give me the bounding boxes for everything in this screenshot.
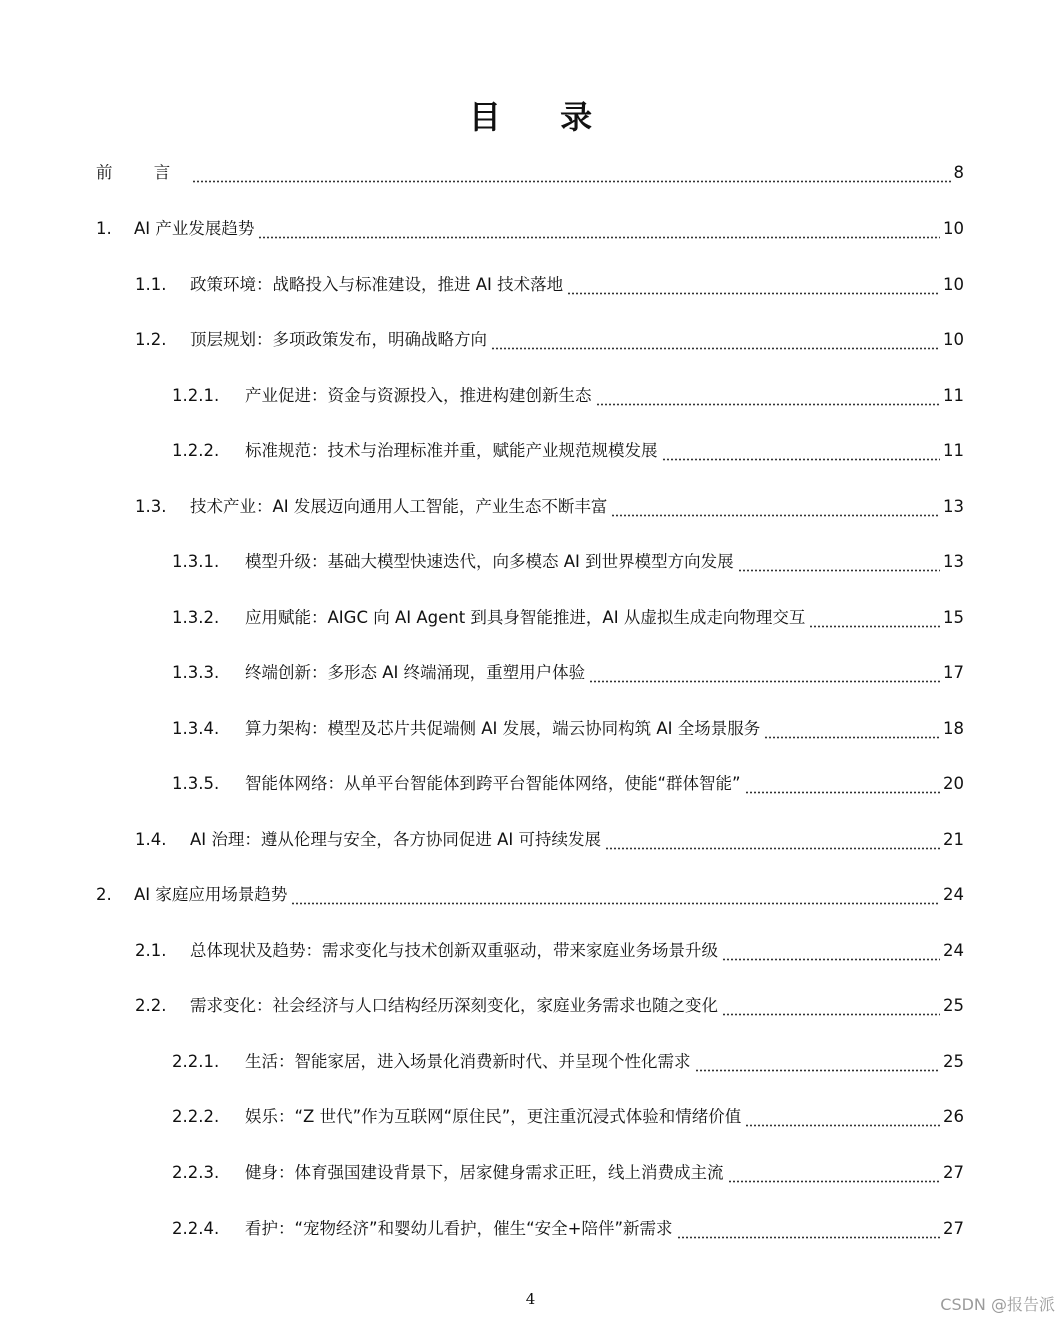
page-number: 4 xyxy=(525,1290,536,1308)
dot-leader xyxy=(192,171,950,183)
dot-leader xyxy=(738,560,940,572)
dot-leader xyxy=(728,1171,941,1183)
toc-entry-number: 1.3.5. xyxy=(172,774,220,793)
toc-entry-label: AI 产业发展趋势 xyxy=(134,219,255,238)
toc-entry-label: 健身：体育强国建设背景下，居家健身需求正旺，线上消费成主流 xyxy=(245,1163,724,1182)
toc-entry-number: 2.1. xyxy=(135,941,167,960)
toc-entry-label: 前 言 xyxy=(96,163,189,182)
toc-entry-number: 1.2.2. xyxy=(172,441,220,460)
toc-entry-2-2-4[interactable] xyxy=(172,1217,964,1241)
toc-entry-number: 1. xyxy=(96,219,112,238)
toc-entry-page: 10 xyxy=(943,330,964,349)
toc-entry-1-3-4[interactable] xyxy=(172,717,964,741)
toc-entry-page: 11 xyxy=(943,386,964,405)
toc-entry-1-2-2[interactable] xyxy=(172,439,964,463)
toc-entry-label: 总体现状及趋势：需求变化与技术创新双重驱动，带来家庭业务场景升级 xyxy=(190,941,718,960)
toc-entry-label: 终端创新：多形态 AI 终端涌现，重塑用户体验 xyxy=(245,663,586,682)
toc-entry-page: 26 xyxy=(943,1107,964,1126)
toc-entry-number: 1.3.3. xyxy=(172,663,220,682)
toc-entry-number: 2.2.4. xyxy=(172,1219,220,1238)
toc-entry-page: 21 xyxy=(943,830,964,849)
toc-entry-label: 娱乐：“Z 世代”作为互联网“原住民”，更注重沉浸式体验和情绪价值 xyxy=(245,1107,742,1126)
toc-entry-2-1[interactable] xyxy=(135,939,964,963)
toc-entry-label: AI 家庭应用场景趋势 xyxy=(134,885,288,904)
toc-entry-page: 13 xyxy=(943,552,964,571)
toc-entry-number: 2.2.1. xyxy=(172,1052,220,1071)
toc-entry-page: 24 xyxy=(943,885,964,904)
toc-entry-number: 2.2.3. xyxy=(172,1163,220,1182)
dot-leader xyxy=(695,1060,941,1072)
dot-leader xyxy=(677,1227,940,1239)
toc-entry-page: 27 xyxy=(943,1163,964,1182)
toc-entry-2-2-3[interactable] xyxy=(172,1161,964,1185)
toc-entry-number: 2.2.2. xyxy=(172,1107,220,1126)
toc-entry-page: 10 xyxy=(943,275,964,294)
dot-leader xyxy=(611,505,940,517)
toc-entry-page: 24 xyxy=(943,941,964,960)
dot-leader xyxy=(567,283,940,295)
toc-entry-page: 15 xyxy=(943,608,964,627)
toc-entry-number: 1.1. xyxy=(135,275,167,294)
toc-entry-1-3[interactable] xyxy=(135,495,964,519)
dot-leader xyxy=(291,893,940,905)
toc-entry-number: 1.2. xyxy=(135,330,167,349)
toc-entry-2-2[interactable] xyxy=(135,994,964,1018)
toc-entry-page: 18 xyxy=(943,719,964,738)
toc-entry-label: AI 治理：遵从伦理与安全，各方协同促进 AI 可持续发展 xyxy=(190,830,602,849)
toc-entry-2-2-1[interactable] xyxy=(172,1050,964,1074)
toc-entry-page: 13 xyxy=(943,497,964,516)
toc-entry-label: 生活：智能家居，进入场景化消费新时代、并呈现个性化需求 xyxy=(245,1052,691,1071)
dot-leader xyxy=(745,782,940,794)
toc-entry-number: 1.3.1. xyxy=(172,552,220,571)
toc-entry-1-2-1[interactable] xyxy=(172,384,964,408)
toc-entry-label: 产业促进：资金与资源投入，推进构建创新生态 xyxy=(245,386,592,405)
toc-entry-label: 智能体网络：从单平台智能体到跨平台智能体网络，使能“群体智能” xyxy=(245,774,741,793)
toc-entry-page: 25 xyxy=(943,996,964,1015)
toc-entry-number: 1.3.2. xyxy=(172,608,220,627)
toc-entry-1-4[interactable] xyxy=(135,828,964,852)
dot-leader xyxy=(258,227,940,239)
toc-entry-label: 看护：“宠物经济”和婴幼儿看护，催生“安全+陪伴”新需求 xyxy=(245,1219,673,1238)
toc-entry-label: 技术产业：AI 发展迈向通用人工智能，产业生态不断丰富 xyxy=(190,497,608,516)
toc-entry-label: 需求变化：社会经济与人口结构经历深刻变化，家庭业务需求也随之变化 xyxy=(190,996,718,1015)
toc-entry-label: 顶层规划：多项政策发布，明确战略方向 xyxy=(190,330,487,349)
dot-leader xyxy=(491,338,940,350)
toc-entry-1-3-2[interactable] xyxy=(172,606,964,630)
dot-leader xyxy=(589,671,940,683)
dot-leader xyxy=(662,449,941,461)
toc-entry-number: 2. xyxy=(96,885,112,904)
toc-entry-1[interactable] xyxy=(96,217,964,241)
toc-entry-page: 27 xyxy=(943,1219,964,1238)
toc-entry-page: 8 xyxy=(953,163,964,182)
toc-entry-label: 政策环境：战略投入与标准建设，推进 AI 技术落地 xyxy=(190,275,564,294)
toc-entry-1-2[interactable] xyxy=(135,328,964,352)
watermark: CSDN @报告派 xyxy=(940,1295,1055,1314)
toc-entry-number: 1.3.4. xyxy=(172,719,220,738)
dot-leader xyxy=(722,1004,940,1016)
dot-leader xyxy=(596,394,941,406)
toc-entry-label: 算力架构：模型及芯片共促端侧 AI 发展，端云协同构筑 AI 全场景服务 xyxy=(245,719,761,738)
dot-leader xyxy=(722,949,940,961)
toc-entry-number: 2.2. xyxy=(135,996,167,1015)
toc-entry-preface[interactable] xyxy=(96,161,964,185)
toc-entry-1-3-1[interactable] xyxy=(172,550,964,574)
toc-entry-number: 1.4. xyxy=(135,830,167,849)
toc-entry-number: 1.2.1. xyxy=(172,386,220,405)
toc-entry-2-2-2[interactable] xyxy=(172,1105,964,1129)
toc-entry-1-1[interactable] xyxy=(135,273,964,297)
dot-leader xyxy=(764,727,940,739)
page-title: 目 录 xyxy=(468,98,617,136)
toc-entry-page: 11 xyxy=(943,441,964,460)
toc-entry-page: 25 xyxy=(943,1052,964,1071)
toc-entry-label: 标准规范：技术与治理标准并重，赋能产业规范规模发展 xyxy=(245,441,658,460)
toc-entry-page: 10 xyxy=(943,219,964,238)
toc-entry-page: 17 xyxy=(943,663,964,682)
dot-leader xyxy=(809,616,940,628)
dot-leader xyxy=(605,838,940,850)
toc-entry-2[interactable] xyxy=(96,883,964,907)
toc-entry-1-3-3[interactable] xyxy=(172,661,964,685)
toc-entry-label: 模型升级：基础大模型快速迭代，向多模态 AI 到世界模型方向发展 xyxy=(245,552,734,571)
dot-leader xyxy=(745,1115,940,1127)
toc-entry-1-3-5[interactable] xyxy=(172,772,964,796)
toc-entry-number: 1.3. xyxy=(135,497,167,516)
toc-entry-label: 应用赋能：AIGC 向 AI Agent 到具身智能推进，AI 从虚拟生成走向物理交互 xyxy=(245,608,806,627)
toc-entry-page: 20 xyxy=(943,774,964,793)
